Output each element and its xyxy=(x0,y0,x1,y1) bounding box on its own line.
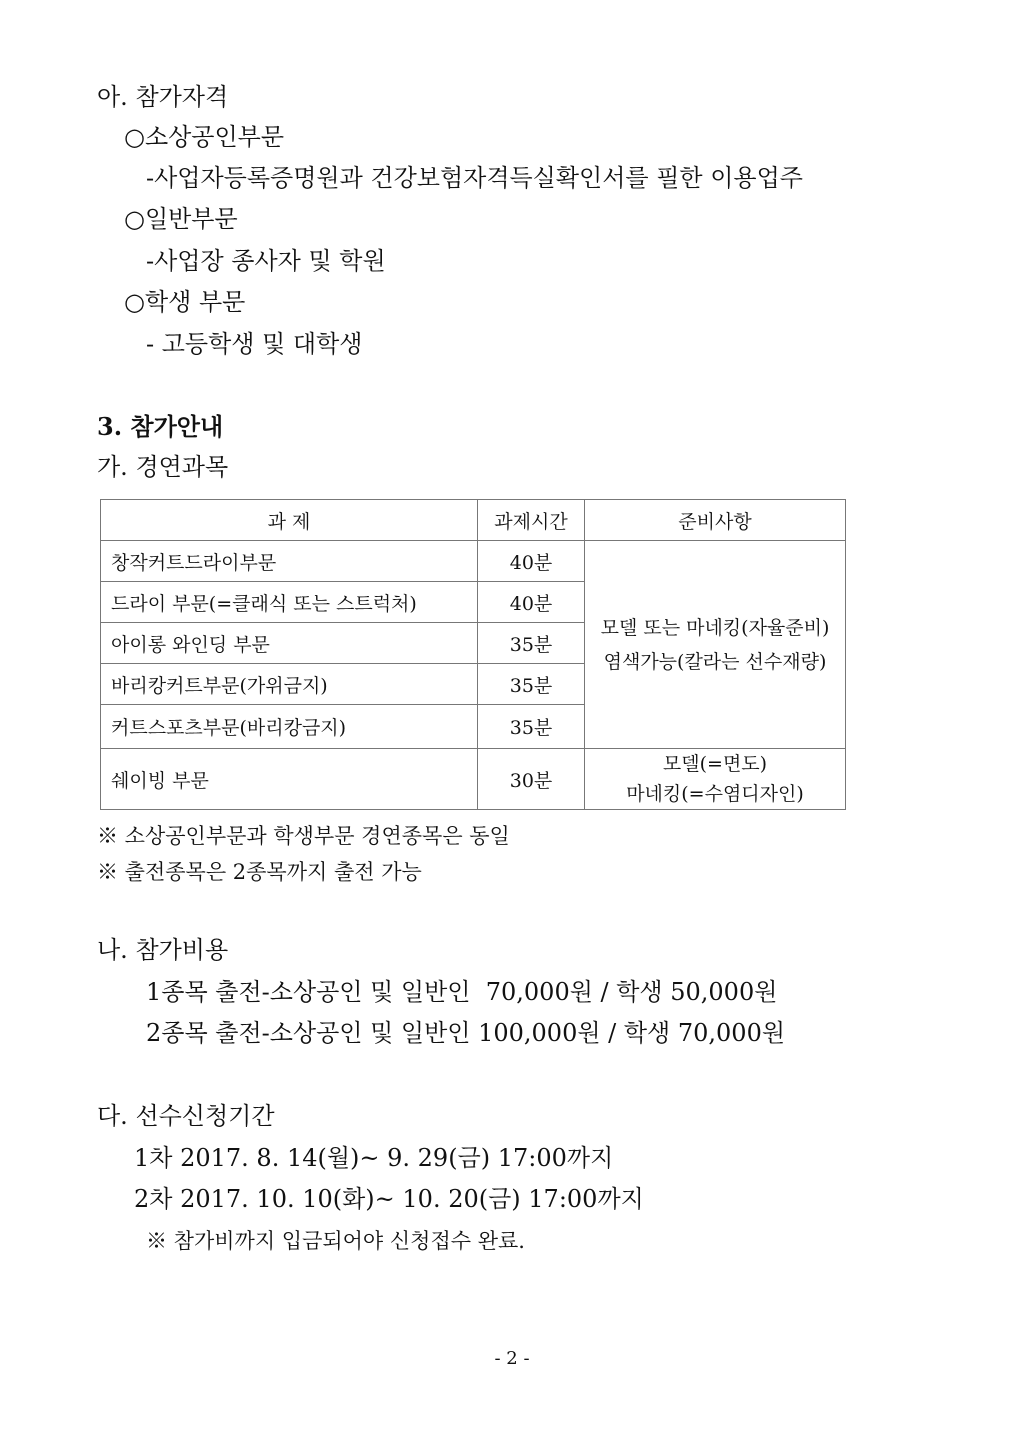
period-line: 2차 2017. 10. 10(화)~ 10. 20(금) 17:00까지 xyxy=(134,1185,644,1213)
time-cell: 35분 xyxy=(478,623,585,664)
group-detail: -사업장 종사자 및 학원 xyxy=(146,247,386,275)
table-row xyxy=(101,749,846,810)
events-table xyxy=(100,499,846,810)
prep-line: 마네킹(=수염디자인) xyxy=(626,783,804,805)
time-cell: 40분 xyxy=(478,541,585,582)
task-cell: 쉐이빙 부문 xyxy=(101,749,478,810)
subheading-fees: 나. 참가비용 xyxy=(97,936,229,964)
time-cell: 35분 xyxy=(478,664,585,705)
section-heading: 3. 참가안내 xyxy=(97,412,224,441)
task-cell: 커트스포츠부문(바리캉금지) xyxy=(101,705,478,749)
note: ※ 출전종목은 2종목까지 출전 가능 xyxy=(97,860,422,884)
time-cell: 35분 xyxy=(478,705,585,749)
group-title: ○학생 부문 xyxy=(124,288,246,316)
subheading-period: 다. 선수신청기간 xyxy=(97,1102,275,1130)
time-cell: 40분 xyxy=(478,582,585,623)
prep-line: 모델 또는 마네킹(자율준비) xyxy=(600,616,830,639)
group-title: ○소상공인부문 xyxy=(124,123,285,151)
note: ※ 소상공인부문과 학생부문 경연종목은 동일 xyxy=(97,824,510,848)
group-detail: - 고등학생 및 대학생 xyxy=(146,330,363,358)
fee-line: 2종목 출전-소상공인 및 일반인 100,000원 / 학생 70,000원 xyxy=(146,1019,786,1047)
header-prep: 준비사항 xyxy=(585,500,846,541)
time-cell: 30분 xyxy=(478,749,585,810)
task-cell: 드라이 부문(=클래식 또는 스트럭처) xyxy=(101,582,478,623)
period-line: 1차 2017. 8. 14(월)~ 9. 29(금) 17:00까지 xyxy=(134,1144,614,1172)
table-row xyxy=(101,541,846,582)
group-title: ○일반부문 xyxy=(124,205,238,233)
prep-cell xyxy=(585,749,846,810)
task-cell: 바리캉커트부문(가위금지) xyxy=(101,664,478,705)
task-cell: 아이롱 와인딩 부문 xyxy=(101,623,478,664)
task-cell: 창작커트드라이부문 xyxy=(101,541,478,582)
prep-cell xyxy=(585,541,846,749)
subheading-events: 가. 경연과목 xyxy=(97,453,229,481)
prep-line: 염색가능(칼라는 선수재량) xyxy=(603,650,827,673)
group-detail: -사업자등록증명원과 건강보험자격득실확인서를 필한 이용업주 xyxy=(146,164,803,192)
header-task: 과 제 xyxy=(101,500,478,541)
section-heading-eligibility: 아. 참가자격 xyxy=(97,83,229,111)
period-note: ※ 참가비까지 입금되어야 신청접수 완료. xyxy=(146,1229,525,1253)
page-number: - 2 - xyxy=(494,1348,530,1369)
prep-line: 모델(=면도) xyxy=(662,753,768,775)
fee-line: 1종목 출전-소상공인 및 일반인 70,000원 / 학생 50,000원 xyxy=(146,978,778,1006)
header-time: 과제시간 xyxy=(478,500,585,541)
